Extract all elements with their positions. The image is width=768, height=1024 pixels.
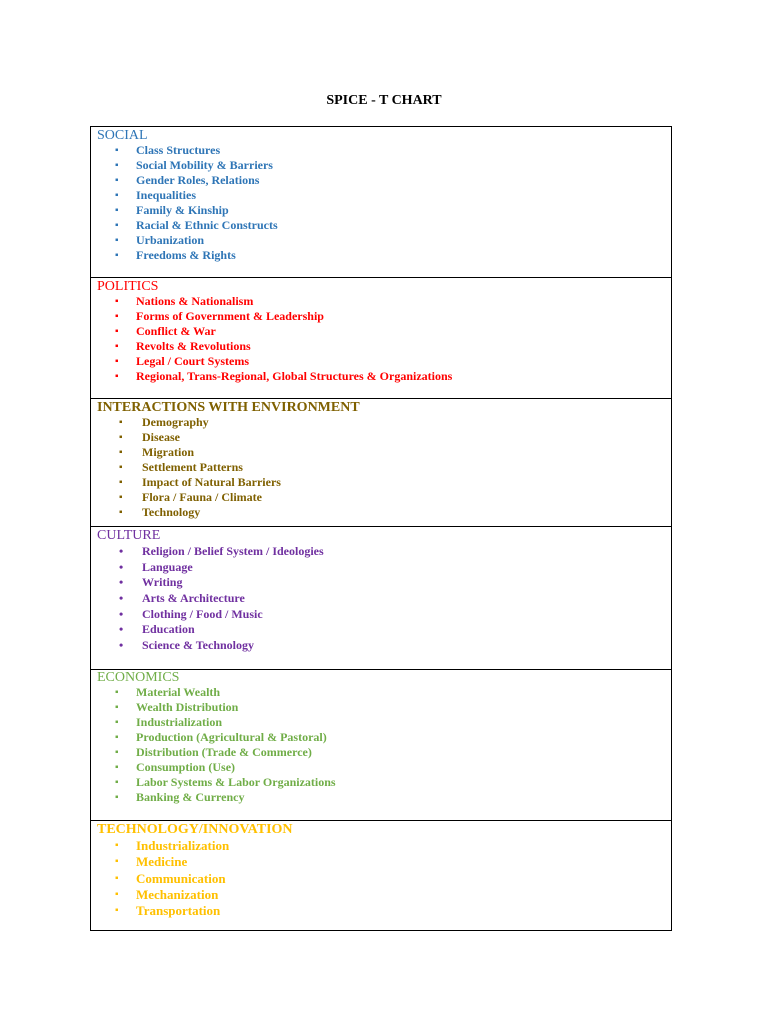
square-bullet-icon: ▪ xyxy=(115,856,119,868)
square-bullet-icon: ▪ xyxy=(115,250,119,261)
square-bullet-icon: ▪ xyxy=(115,747,119,758)
section-politics xyxy=(91,278,671,399)
square-bullet-icon: ▪ xyxy=(115,175,119,186)
section-environment xyxy=(91,399,671,527)
list-item: ▪ Production (Agricultural & Pastoral) xyxy=(115,730,327,744)
square-bullet-icon: ▪ xyxy=(115,190,119,201)
list-item: ▪ Industrialization xyxy=(115,838,230,853)
list-item: • Writing xyxy=(119,575,183,590)
square-bullet-icon: ▪ xyxy=(119,432,123,443)
square-bullet-icon: ▪ xyxy=(115,341,119,352)
list-item: ▪ Technology xyxy=(119,505,201,519)
list-item: • Arts & Architecture xyxy=(119,591,245,606)
list-item: ▪ Racial & Ethnic Constructs xyxy=(115,218,278,232)
list-item: ▪ Industrialization xyxy=(115,715,223,729)
square-bullet-icon: ▪ xyxy=(115,311,119,322)
square-bullet-icon: ▪ xyxy=(115,687,119,698)
list-item: ▪ Gender Roles, Relations xyxy=(115,173,260,187)
list-item: ▪ Inequalities xyxy=(115,188,197,202)
item-list-politics xyxy=(91,294,452,384)
section-heading-technology: TECHNOLOGY/INNOVATION xyxy=(97,822,293,837)
square-bullet-icon: ▪ xyxy=(115,905,119,917)
square-bullet-icon: ▪ xyxy=(119,447,123,458)
list-item: ▪ Urbanization xyxy=(115,233,205,247)
list-item: • Clothing / Food / Music xyxy=(119,606,263,621)
list-item: ▪ Wealth Distribution xyxy=(115,700,239,714)
list-item: ▪ Consumption (Use) xyxy=(115,760,236,774)
list-item: ▪ Migration xyxy=(119,445,194,459)
section-culture xyxy=(91,527,671,670)
square-bullet-icon: ▪ xyxy=(115,777,119,788)
square-bullet-icon: ▪ xyxy=(115,220,119,231)
list-item: ▪ Legal / Court Systems xyxy=(115,354,249,368)
item-list-environment xyxy=(91,415,281,520)
square-bullet-icon: ▪ xyxy=(115,326,119,337)
list-item: ▪ Banking & Currency xyxy=(115,790,245,804)
list-item: ▪ Medicine xyxy=(115,854,188,870)
list-item: ▪ Impact of Natural Barriers xyxy=(119,475,281,489)
square-bullet-icon: ▪ xyxy=(115,145,119,156)
square-bullet-icon: ▪ xyxy=(115,296,119,307)
list-item: ▪ Forms of Government & Leadership xyxy=(115,309,324,323)
list-item: ▪ Family & Kinship xyxy=(115,203,229,217)
item-list-social xyxy=(91,143,278,263)
square-bullet-icon: ▪ xyxy=(115,702,119,713)
section-heading-culture: CULTURE xyxy=(97,528,161,543)
round-bullet-icon: • xyxy=(119,591,124,606)
item-list-economics xyxy=(91,685,336,805)
round-bullet-icon: • xyxy=(119,559,124,574)
list-item: ▪ Conflict & War xyxy=(115,324,216,338)
list-item: ▪ Disease xyxy=(119,430,180,444)
list-item: ▪ Communication xyxy=(115,870,226,886)
round-bullet-icon: • xyxy=(119,622,124,637)
section-social xyxy=(91,127,671,278)
round-bullet-icon: • xyxy=(119,544,124,558)
list-item: ▪ Revolts & Revolutions xyxy=(115,339,251,353)
square-bullet-icon: ▪ xyxy=(119,462,123,473)
list-item: ▪ Nations & Nationalism xyxy=(115,294,254,308)
square-bullet-icon: ▪ xyxy=(119,477,123,488)
list-item: ▪ Demography xyxy=(119,415,209,429)
list-item: ▪ Social Mobility & Barriers xyxy=(115,158,273,172)
list-item: ▪ Distribution (Trade & Commerce) xyxy=(115,745,312,759)
square-bullet-icon: ▪ xyxy=(115,235,119,246)
round-bullet-icon: • xyxy=(119,575,124,590)
list-item: ▪ Freedoms & Rights xyxy=(115,248,236,262)
page-title: SPICE - T CHART xyxy=(326,93,442,108)
square-bullet-icon: ▪ xyxy=(119,417,123,428)
square-bullet-icon: ▪ xyxy=(115,160,119,171)
square-bullet-icon: ▪ xyxy=(115,732,119,743)
round-bullet-icon: • xyxy=(119,638,124,653)
spice-chart-table xyxy=(90,126,672,931)
list-item: • Science & Technology xyxy=(119,638,255,653)
list-item: ▪ Transportation xyxy=(115,903,221,919)
section-heading-environment: INTERACTIONS WITH ENVIRONMENT xyxy=(97,400,360,415)
list-item: • Religion / Belief System / Ideologies xyxy=(119,544,324,558)
square-bullet-icon: ▪ xyxy=(115,762,119,773)
list-item: • Education xyxy=(119,622,195,637)
list-item: • Language xyxy=(119,559,193,574)
item-list-culture xyxy=(91,544,324,654)
list-item: ▪ Labor Systems & Labor Organizations xyxy=(115,775,336,789)
square-bullet-icon: ▪ xyxy=(115,371,119,382)
list-item: ▪ Settlement Patterns xyxy=(119,460,243,474)
section-heading-economics: ECONOMICS xyxy=(97,670,180,685)
list-item: ▪ Material Wealth xyxy=(115,685,221,699)
square-bullet-icon: ▪ xyxy=(115,840,119,851)
square-bullet-icon: ▪ xyxy=(115,792,119,803)
square-bullet-icon: ▪ xyxy=(115,888,119,900)
list-item: ▪ Regional, Trans-Regional, Global Structures & Organizations xyxy=(115,369,453,383)
list-item: ▪ Mechanization xyxy=(115,886,219,902)
square-bullet-icon: ▪ xyxy=(119,492,123,503)
item-list-technology xyxy=(91,838,229,919)
square-bullet-icon: ▪ xyxy=(119,507,123,518)
square-bullet-icon: ▪ xyxy=(115,717,119,728)
square-bullet-icon: ▪ xyxy=(115,205,119,216)
list-item: ▪ Class Structures xyxy=(115,143,221,157)
section-technology xyxy=(91,821,671,930)
section-heading-social: SOCIAL xyxy=(97,128,148,143)
square-bullet-icon: ▪ xyxy=(115,356,119,367)
list-item: ▪ Flora / Fauna / Climate xyxy=(119,490,262,504)
section-economics xyxy=(91,670,671,821)
round-bullet-icon: • xyxy=(119,606,124,621)
square-bullet-icon: ▪ xyxy=(115,872,119,884)
section-heading-politics: POLITICS xyxy=(97,279,159,294)
